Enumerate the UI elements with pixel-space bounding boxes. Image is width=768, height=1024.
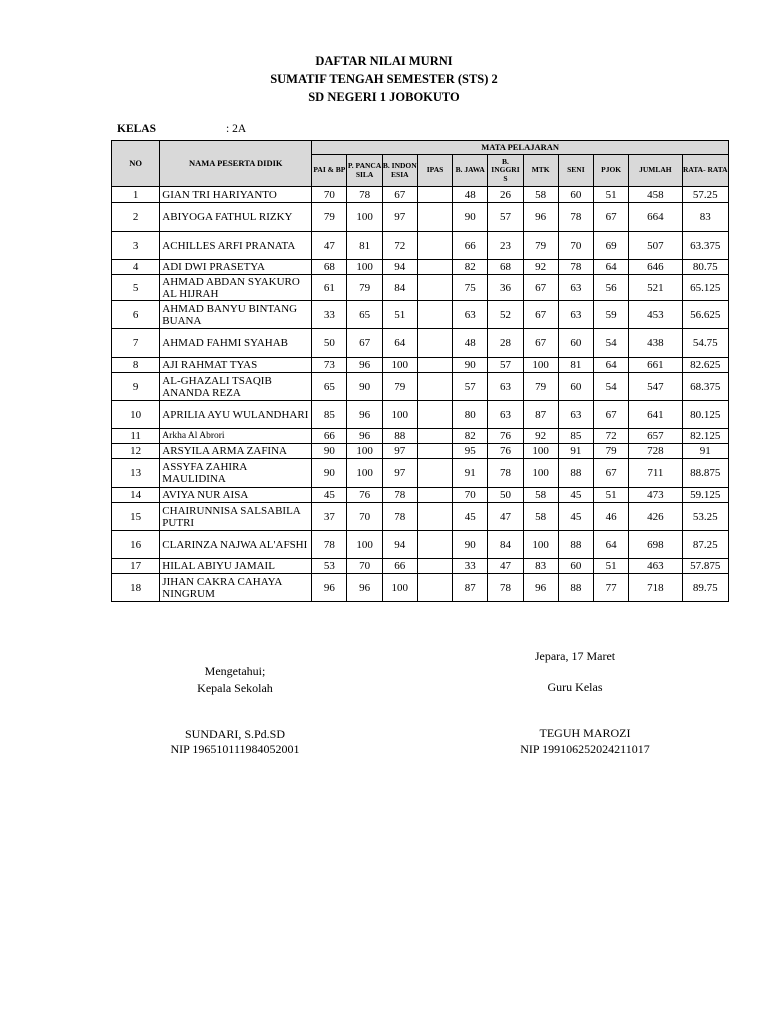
table-row [112, 503, 729, 531]
score-cell: 92 [523, 260, 558, 275]
score-cell [417, 373, 452, 401]
average-cell: 89.75 [682, 574, 728, 602]
subject-header: MTK [523, 155, 558, 187]
score-cell [417, 429, 452, 444]
score-cell: 92 [523, 429, 558, 444]
table-row [112, 232, 729, 260]
score-cell: 36 [488, 275, 523, 301]
average-cell: 57.875 [682, 559, 728, 574]
score-cell: 96 [347, 429, 382, 444]
score-cell: 73 [312, 358, 347, 373]
score-cell: 76 [347, 488, 382, 503]
score-cell: 37 [312, 503, 347, 531]
score-cell: 54 [594, 329, 629, 358]
subject-header: B. JAWA [453, 155, 488, 187]
student-name: HILAL ABIYU JAMAIL [160, 559, 312, 574]
document-subtitle: SUMATIF TENGAH SEMESTER (STS) 2 [270, 72, 498, 86]
score-cell: 87 [453, 574, 488, 602]
score-cell [417, 275, 452, 301]
row-number: 15 [112, 503, 160, 531]
table-row [112, 187, 729, 203]
score-cell [417, 358, 452, 373]
score-cell: 51 [594, 187, 629, 203]
score-cell: 75 [453, 275, 488, 301]
row-number: 14 [112, 488, 160, 503]
score-cell [417, 559, 452, 574]
score-cell [417, 232, 452, 260]
score-cell: 58 [523, 488, 558, 503]
score-cell: 33 [312, 301, 347, 329]
score-cell: 63 [558, 275, 593, 301]
total-cell: 698 [629, 531, 682, 559]
score-cell: 78 [488, 459, 523, 488]
average-cell: 83 [682, 203, 728, 232]
student-name: CLARINZA NAJWA AL'AFSHI [160, 531, 312, 559]
table-row [112, 401, 729, 429]
student-name: AHMAD BANYU BINTANG BUANA [160, 301, 312, 329]
score-cell: 100 [523, 459, 558, 488]
subject-header: B. INDON ESIA [382, 155, 417, 187]
total-cell: 463 [629, 559, 682, 574]
subject-header: IPAS [417, 155, 452, 187]
score-cell: 96 [347, 401, 382, 429]
total-cell: 458 [629, 187, 682, 203]
score-cell [417, 329, 452, 358]
row-number: 8 [112, 358, 160, 373]
score-cell: 95 [453, 444, 488, 459]
score-cell: 46 [594, 503, 629, 531]
total-cell: 547 [629, 373, 682, 401]
document-title: DAFTAR NILAI MURNI [315, 54, 453, 68]
student-name: AHMAD ABDAN SYAKURO AL HIJRAH [160, 275, 312, 301]
score-cell: 72 [594, 429, 629, 444]
score-cell [417, 574, 452, 602]
score-cell: 79 [523, 232, 558, 260]
score-cell: 70 [453, 488, 488, 503]
total-cell: 438 [629, 329, 682, 358]
average-cell: 56.625 [682, 301, 728, 329]
kelas-value: : 2A [226, 123, 247, 135]
score-cell: 28 [488, 329, 523, 358]
score-cell: 57 [453, 373, 488, 401]
row-number: 16 [112, 531, 160, 559]
score-cell: 60 [558, 329, 593, 358]
teacher-name: TEGUH MAROZI [539, 726, 631, 740]
score-cell: 45 [558, 503, 593, 531]
score-cell: 90 [312, 459, 347, 488]
total-cell: 426 [629, 503, 682, 531]
score-cell: 66 [382, 559, 417, 574]
score-cell: 100 [382, 401, 417, 429]
kepala-sekolah-label: Kepala Sekolah [197, 681, 273, 695]
student-name: CHAIRUNNISA SALSABILA PUTRI [160, 503, 312, 531]
score-cell: 79 [312, 203, 347, 232]
score-cell: 68 [488, 260, 523, 275]
score-cell: 45 [312, 488, 347, 503]
score-cell: 48 [453, 329, 488, 358]
row-number: 4 [112, 260, 160, 275]
mengetahui-label: Mengetahui; [204, 664, 266, 678]
score-cell: 64 [382, 329, 417, 358]
score-cell: 51 [382, 301, 417, 329]
total-cell: 521 [629, 275, 682, 301]
score-cell: 88 [558, 459, 593, 488]
score-cell: 67 [594, 203, 629, 232]
total-cell: 718 [629, 574, 682, 602]
score-cell: 83 [523, 559, 558, 574]
average-cell: 54.75 [682, 329, 728, 358]
score-cell: 100 [347, 459, 382, 488]
student-name: AHMAD FAHMI SYAHAB [160, 329, 312, 358]
score-cell: 60 [558, 373, 593, 401]
score-cell: 23 [488, 232, 523, 260]
table-row [112, 203, 729, 232]
score-cell: 96 [523, 574, 558, 602]
table-row [112, 459, 729, 488]
total-cell: 664 [629, 203, 682, 232]
score-cell: 88 [558, 574, 593, 602]
score-cell: 52 [488, 301, 523, 329]
row-number: 1 [112, 187, 160, 203]
student-name: AJI RAHMAT TYAS [160, 358, 312, 373]
average-cell: 63.375 [682, 232, 728, 260]
score-cell: 50 [312, 329, 347, 358]
subject-header: PAI & BP [312, 155, 347, 187]
score-cell: 67 [594, 459, 629, 488]
subject-header: RATA- RATA [682, 155, 728, 187]
guru-kelas-label: Guru Kelas [547, 680, 603, 694]
score-cell: 60 [558, 187, 593, 203]
score-cell [417, 401, 452, 429]
table-row [112, 531, 729, 559]
score-cell: 57 [488, 203, 523, 232]
kelas-label: KELAS [117, 123, 156, 135]
subject-header: B. INGGRI S [488, 155, 523, 187]
student-name: ARSYILA ARMA ZAFINA [160, 444, 312, 459]
subject-header: P. PANCA SILA [347, 155, 382, 187]
row-number: 18 [112, 574, 160, 602]
total-cell: 646 [629, 260, 682, 275]
score-cell: 90 [453, 358, 488, 373]
score-cell: 94 [382, 260, 417, 275]
score-cell: 97 [382, 203, 417, 232]
score-cell: 76 [488, 444, 523, 459]
score-cell: 78 [382, 503, 417, 531]
total-cell: 657 [629, 429, 682, 444]
grades-table [111, 140, 729, 602]
subject-header: PJOK [594, 155, 629, 187]
place-date: Jepara, 17 Maret [534, 649, 616, 663]
total-cell: 507 [629, 232, 682, 260]
student-name: ASSYFA ZAHIRA MAULIDINA [160, 459, 312, 488]
score-cell: 96 [347, 574, 382, 602]
score-cell: 70 [347, 559, 382, 574]
score-cell: 100 [347, 203, 382, 232]
headmaster-name: SUNDARI, S.Pd.SD [184, 727, 286, 741]
table-row [112, 559, 729, 574]
score-cell: 70 [312, 187, 347, 203]
score-cell [417, 203, 452, 232]
score-cell: 85 [312, 401, 347, 429]
student-name: JIHAN CAKRA CAHAYA NINGRUM [160, 574, 312, 602]
score-cell [417, 503, 452, 531]
score-cell: 65 [312, 373, 347, 401]
score-cell: 57 [488, 358, 523, 373]
score-cell [417, 488, 452, 503]
average-cell: 82.625 [682, 358, 728, 373]
score-cell: 60 [558, 559, 593, 574]
student-name: ABIYOGA FATHUL RIZKY [160, 203, 312, 232]
score-cell: 63 [558, 401, 593, 429]
score-cell: 59 [594, 301, 629, 329]
average-cell: 91 [682, 444, 728, 459]
score-cell: 64 [594, 531, 629, 559]
score-cell: 100 [382, 358, 417, 373]
average-cell: 57.25 [682, 187, 728, 203]
row-number: 7 [112, 329, 160, 358]
score-cell: 58 [523, 187, 558, 203]
average-cell: 88.875 [682, 459, 728, 488]
score-cell: 87 [523, 401, 558, 429]
subject-header: JUMLAH [629, 155, 682, 187]
average-cell: 59.125 [682, 488, 728, 503]
score-cell: 64 [594, 358, 629, 373]
score-cell: 79 [523, 373, 558, 401]
score-cell: 91 [453, 459, 488, 488]
score-cell: 100 [523, 444, 558, 459]
row-number: 11 [112, 429, 160, 444]
score-cell: 67 [523, 329, 558, 358]
total-cell: 711 [629, 459, 682, 488]
score-cell: 47 [488, 503, 523, 531]
score-cell: 45 [558, 488, 593, 503]
row-number: 10 [112, 401, 160, 429]
score-cell: 100 [523, 358, 558, 373]
average-cell: 53.25 [682, 503, 728, 531]
score-cell: 66 [312, 429, 347, 444]
score-cell: 85 [558, 429, 593, 444]
score-cell: 91 [558, 444, 593, 459]
score-cell: 26 [488, 187, 523, 203]
col-group-header: MATA PELAJARAN [312, 141, 729, 155]
score-cell: 67 [523, 301, 558, 329]
average-cell: 65.125 [682, 275, 728, 301]
score-cell: 78 [347, 187, 382, 203]
score-cell [417, 260, 452, 275]
score-cell: 96 [312, 574, 347, 602]
score-cell: 100 [382, 574, 417, 602]
row-number: 13 [112, 459, 160, 488]
score-cell: 81 [347, 232, 382, 260]
row-number: 9 [112, 373, 160, 401]
table-row [112, 429, 729, 444]
score-cell: 82 [453, 429, 488, 444]
score-cell [417, 444, 452, 459]
score-cell: 84 [488, 531, 523, 559]
average-cell: 82.125 [682, 429, 728, 444]
table-row [112, 488, 729, 503]
score-cell: 96 [347, 358, 382, 373]
total-cell: 641 [629, 401, 682, 429]
score-cell: 47 [488, 559, 523, 574]
teacher-nip: NIP 199106252024211017 [520, 742, 650, 756]
score-cell: 94 [382, 531, 417, 559]
table-row [112, 329, 729, 358]
total-cell: 661 [629, 358, 682, 373]
student-name: ADI DWI PRASETYA [160, 260, 312, 275]
col-header-name: NAMA PESERTA DIDIK [160, 141, 312, 187]
score-cell: 51 [594, 559, 629, 574]
row-number: 12 [112, 444, 160, 459]
score-cell: 90 [453, 531, 488, 559]
table-row [112, 275, 729, 301]
score-cell: 54 [594, 373, 629, 401]
score-cell: 79 [382, 373, 417, 401]
score-cell: 77 [594, 574, 629, 602]
score-cell: 100 [347, 444, 382, 459]
score-cell: 88 [382, 429, 417, 444]
score-cell: 70 [347, 503, 382, 531]
score-cell: 69 [594, 232, 629, 260]
score-cell: 82 [453, 260, 488, 275]
headmaster-nip: NIP 196510111984052001 [170, 742, 300, 756]
student-name: APRILIA AYU WULANDHARI [160, 401, 312, 429]
score-cell: 78 [558, 203, 593, 232]
score-cell: 78 [488, 574, 523, 602]
score-cell: 78 [382, 488, 417, 503]
score-cell: 100 [347, 260, 382, 275]
score-cell: 63 [488, 401, 523, 429]
score-cell: 97 [382, 444, 417, 459]
score-cell: 56 [594, 275, 629, 301]
table-row [112, 358, 729, 373]
score-cell [417, 301, 452, 329]
student-name: AL-GHAZALI TSAQIB ANANDA REZA [160, 373, 312, 401]
table-row [112, 444, 729, 459]
row-number: 17 [112, 559, 160, 574]
score-cell: 67 [523, 275, 558, 301]
score-cell: 84 [382, 275, 417, 301]
score-cell: 45 [453, 503, 488, 531]
student-name: AVIYA NUR AISA [160, 488, 312, 503]
score-cell: 67 [594, 401, 629, 429]
score-cell: 90 [453, 203, 488, 232]
student-name: Arkha Al Abrori [160, 429, 312, 444]
score-cell: 63 [488, 373, 523, 401]
score-cell: 67 [347, 329, 382, 358]
score-cell: 90 [312, 444, 347, 459]
score-cell: 63 [453, 301, 488, 329]
student-name: GIAN TRI HARIYANTO [160, 187, 312, 203]
score-cell: 65 [347, 301, 382, 329]
score-cell: 76 [488, 429, 523, 444]
score-cell: 51 [594, 488, 629, 503]
table-row [112, 574, 729, 602]
score-cell: 67 [382, 187, 417, 203]
score-cell: 64 [594, 260, 629, 275]
score-cell: 78 [312, 531, 347, 559]
row-number: 2 [112, 203, 160, 232]
score-cell [417, 531, 452, 559]
score-cell: 90 [347, 373, 382, 401]
table-row [112, 373, 729, 401]
score-cell: 58 [523, 503, 558, 531]
score-cell: 96 [523, 203, 558, 232]
score-cell: 61 [312, 275, 347, 301]
score-cell: 53 [312, 559, 347, 574]
score-cell: 100 [523, 531, 558, 559]
score-cell: 97 [382, 459, 417, 488]
score-cell: 33 [453, 559, 488, 574]
score-cell: 81 [558, 358, 593, 373]
average-cell: 80.125 [682, 401, 728, 429]
row-number: 3 [112, 232, 160, 260]
score-cell: 50 [488, 488, 523, 503]
col-header-no: NO [112, 141, 160, 187]
score-cell: 100 [347, 531, 382, 559]
table-row [112, 301, 729, 329]
average-cell: 80.75 [682, 260, 728, 275]
score-cell: 78 [558, 260, 593, 275]
score-cell: 48 [453, 187, 488, 203]
score-cell: 47 [312, 232, 347, 260]
score-cell: 66 [453, 232, 488, 260]
total-cell: 728 [629, 444, 682, 459]
score-cell [417, 187, 452, 203]
student-name: ACHILLES ARFI PRANATA [160, 232, 312, 260]
score-cell: 72 [382, 232, 417, 260]
score-cell: 79 [594, 444, 629, 459]
score-cell: 79 [347, 275, 382, 301]
average-cell: 68.375 [682, 373, 728, 401]
row-number: 5 [112, 275, 160, 301]
score-cell [417, 459, 452, 488]
total-cell: 453 [629, 301, 682, 329]
row-number: 6 [112, 301, 160, 329]
score-cell: 63 [558, 301, 593, 329]
score-cell: 88 [558, 531, 593, 559]
subject-header: SENI [558, 155, 593, 187]
table-row [112, 260, 729, 275]
school-name: SD NEGERI 1 JOBOKUTO [308, 90, 460, 104]
score-cell: 80 [453, 401, 488, 429]
score-cell: 70 [558, 232, 593, 260]
score-cell: 68 [312, 260, 347, 275]
average-cell: 87.25 [682, 531, 728, 559]
total-cell: 473 [629, 488, 682, 503]
